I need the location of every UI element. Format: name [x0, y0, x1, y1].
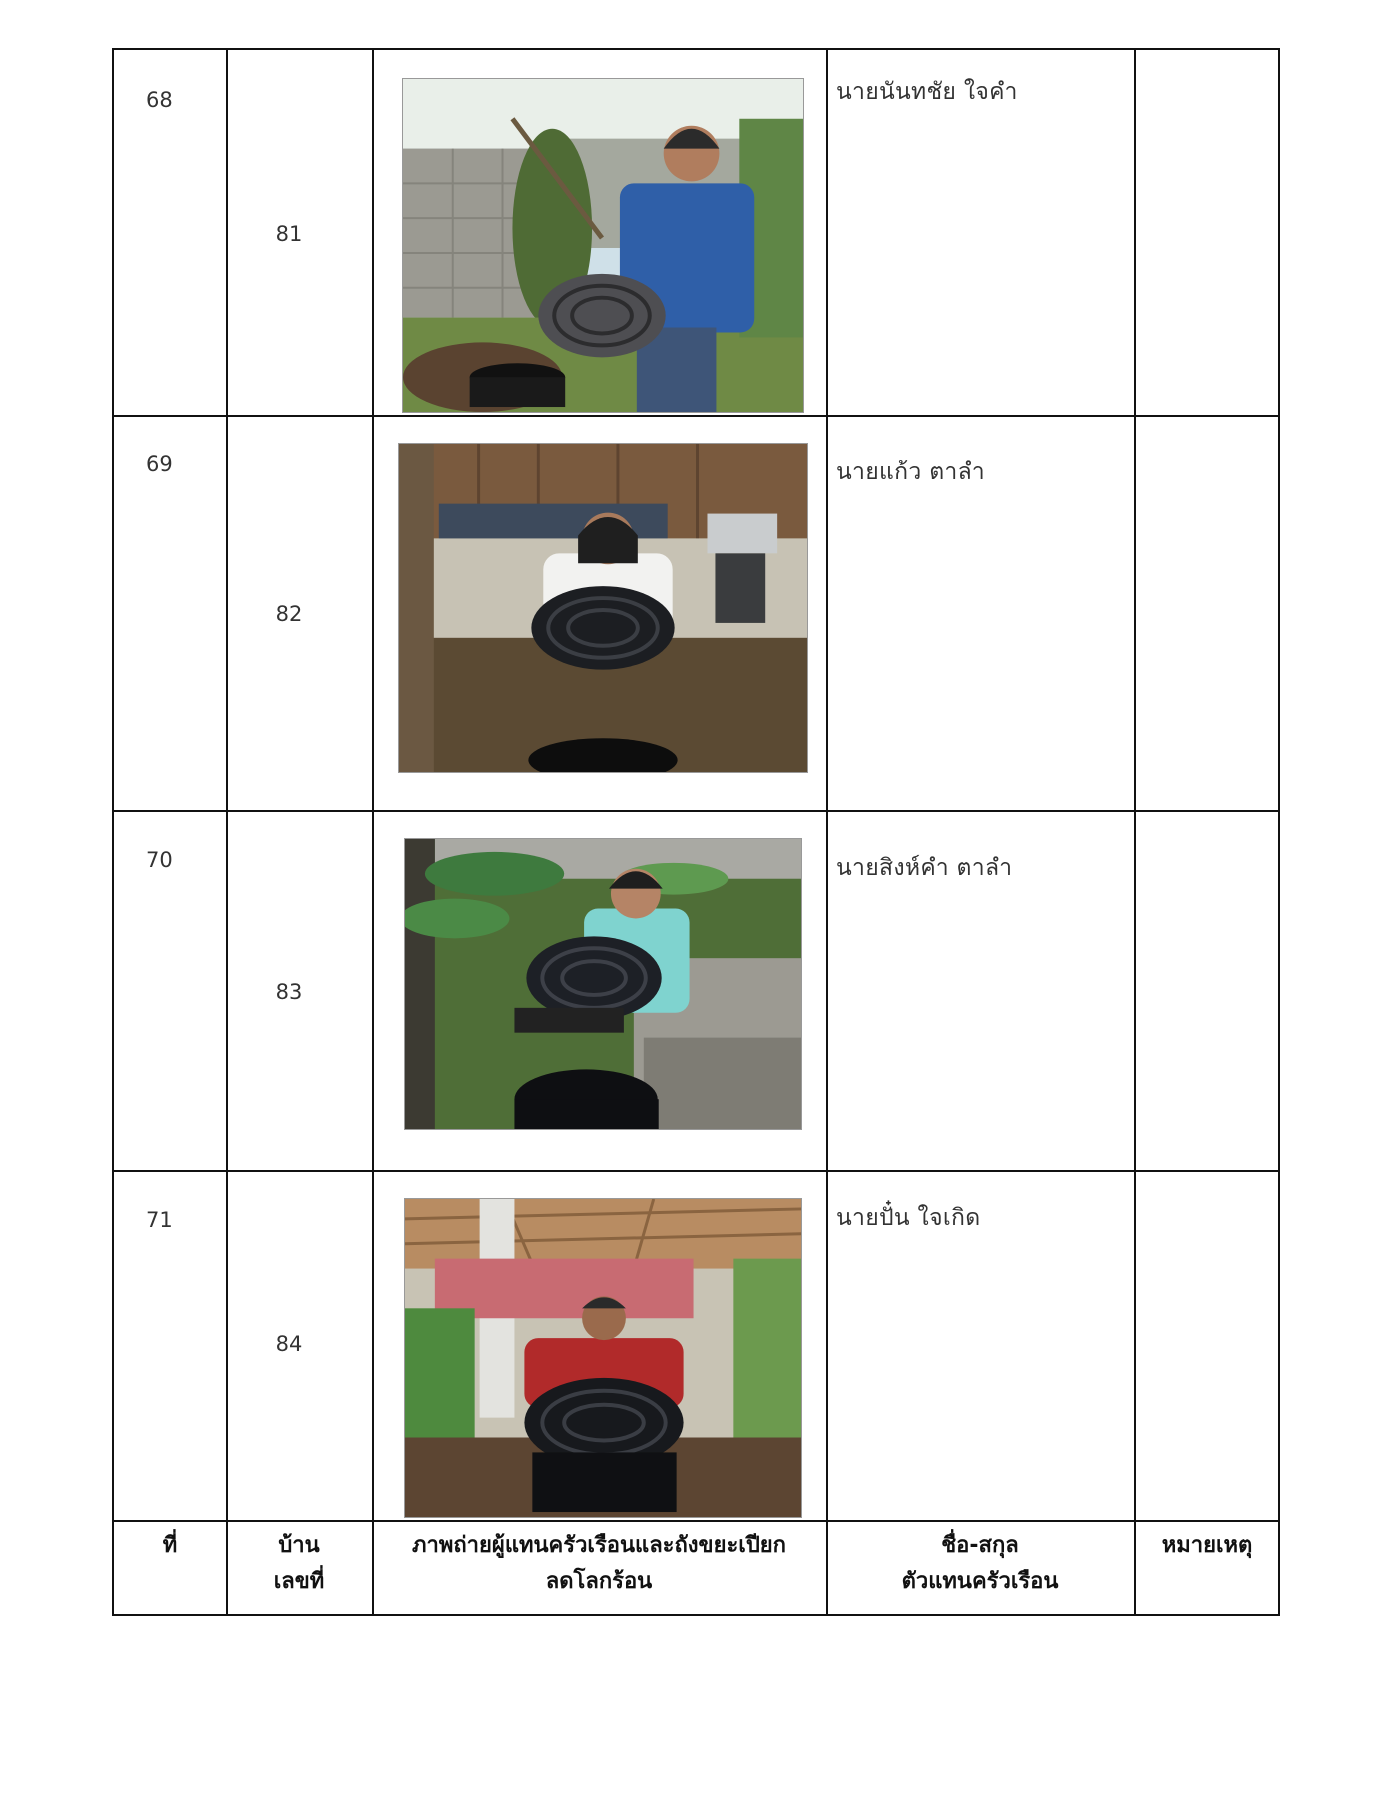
- header-name: [826, 1528, 1134, 1600]
- household-photo-70: [404, 838, 802, 1130]
- row-divider: [114, 1520, 1278, 1522]
- header-note: หมายเหตุ: [1161, 1533, 1253, 1558]
- row-seq-number: 71: [146, 1208, 173, 1232]
- row-representative-name: นายแก้ว ตาลำ: [836, 459, 985, 485]
- woman-holding-bin-lid-icon: [399, 444, 807, 772]
- woman-holding-bin-lid-icon: [405, 839, 801, 1129]
- column-divider: [226, 50, 228, 1614]
- row-seq-number: 69: [146, 452, 173, 476]
- row-representative-name: นายสิงห์คำ ตาลำ: [836, 855, 1013, 881]
- household-photo-69: [398, 443, 808, 773]
- household-photo-68: [402, 78, 804, 413]
- woman-holding-bin-lid-icon: [403, 79, 803, 412]
- row-house-number: 81: [275, 222, 303, 246]
- column-divider: [1134, 50, 1136, 1614]
- header-name-line1: ชื่อ-สกุล: [941, 1533, 1019, 1558]
- column-divider: [826, 50, 828, 1614]
- row-seq-number: 68: [146, 88, 173, 112]
- man-holding-bin-lid-icon: [405, 1199, 801, 1517]
- column-divider: [372, 50, 374, 1614]
- header-house-number: [226, 1528, 372, 1600]
- row-house-number: 83: [275, 980, 303, 1004]
- header-name-line2: ตัวแทนครัวเรือน: [901, 1569, 1059, 1594]
- household-table: [112, 48, 1280, 1616]
- row-seq-number: 70: [146, 848, 173, 872]
- household-photo-71: [404, 1198, 802, 1518]
- row-divider: [114, 415, 1278, 417]
- row-representative-name: นายนันทชัย ใจคำ: [836, 79, 1018, 105]
- header-house-line2: เลขที่: [273, 1569, 325, 1594]
- header-photo-line2: ลดโลกร้อน: [545, 1569, 653, 1594]
- row-house-number: 84: [275, 1332, 303, 1356]
- header-house-line1: บ้าน: [278, 1533, 320, 1558]
- row-divider: [114, 810, 1278, 812]
- header-seq: ที่: [162, 1533, 178, 1558]
- row-divider: [114, 1170, 1278, 1172]
- row-representative-name: นายปั๋น ใจเกิด: [836, 1205, 981, 1231]
- row-house-number: 82: [275, 602, 303, 626]
- header-photo-line1: ภาพถ่ายผู้แทนครัวเรือนและถังขยะเปียก: [412, 1533, 786, 1558]
- header-photo: [372, 1528, 826, 1600]
